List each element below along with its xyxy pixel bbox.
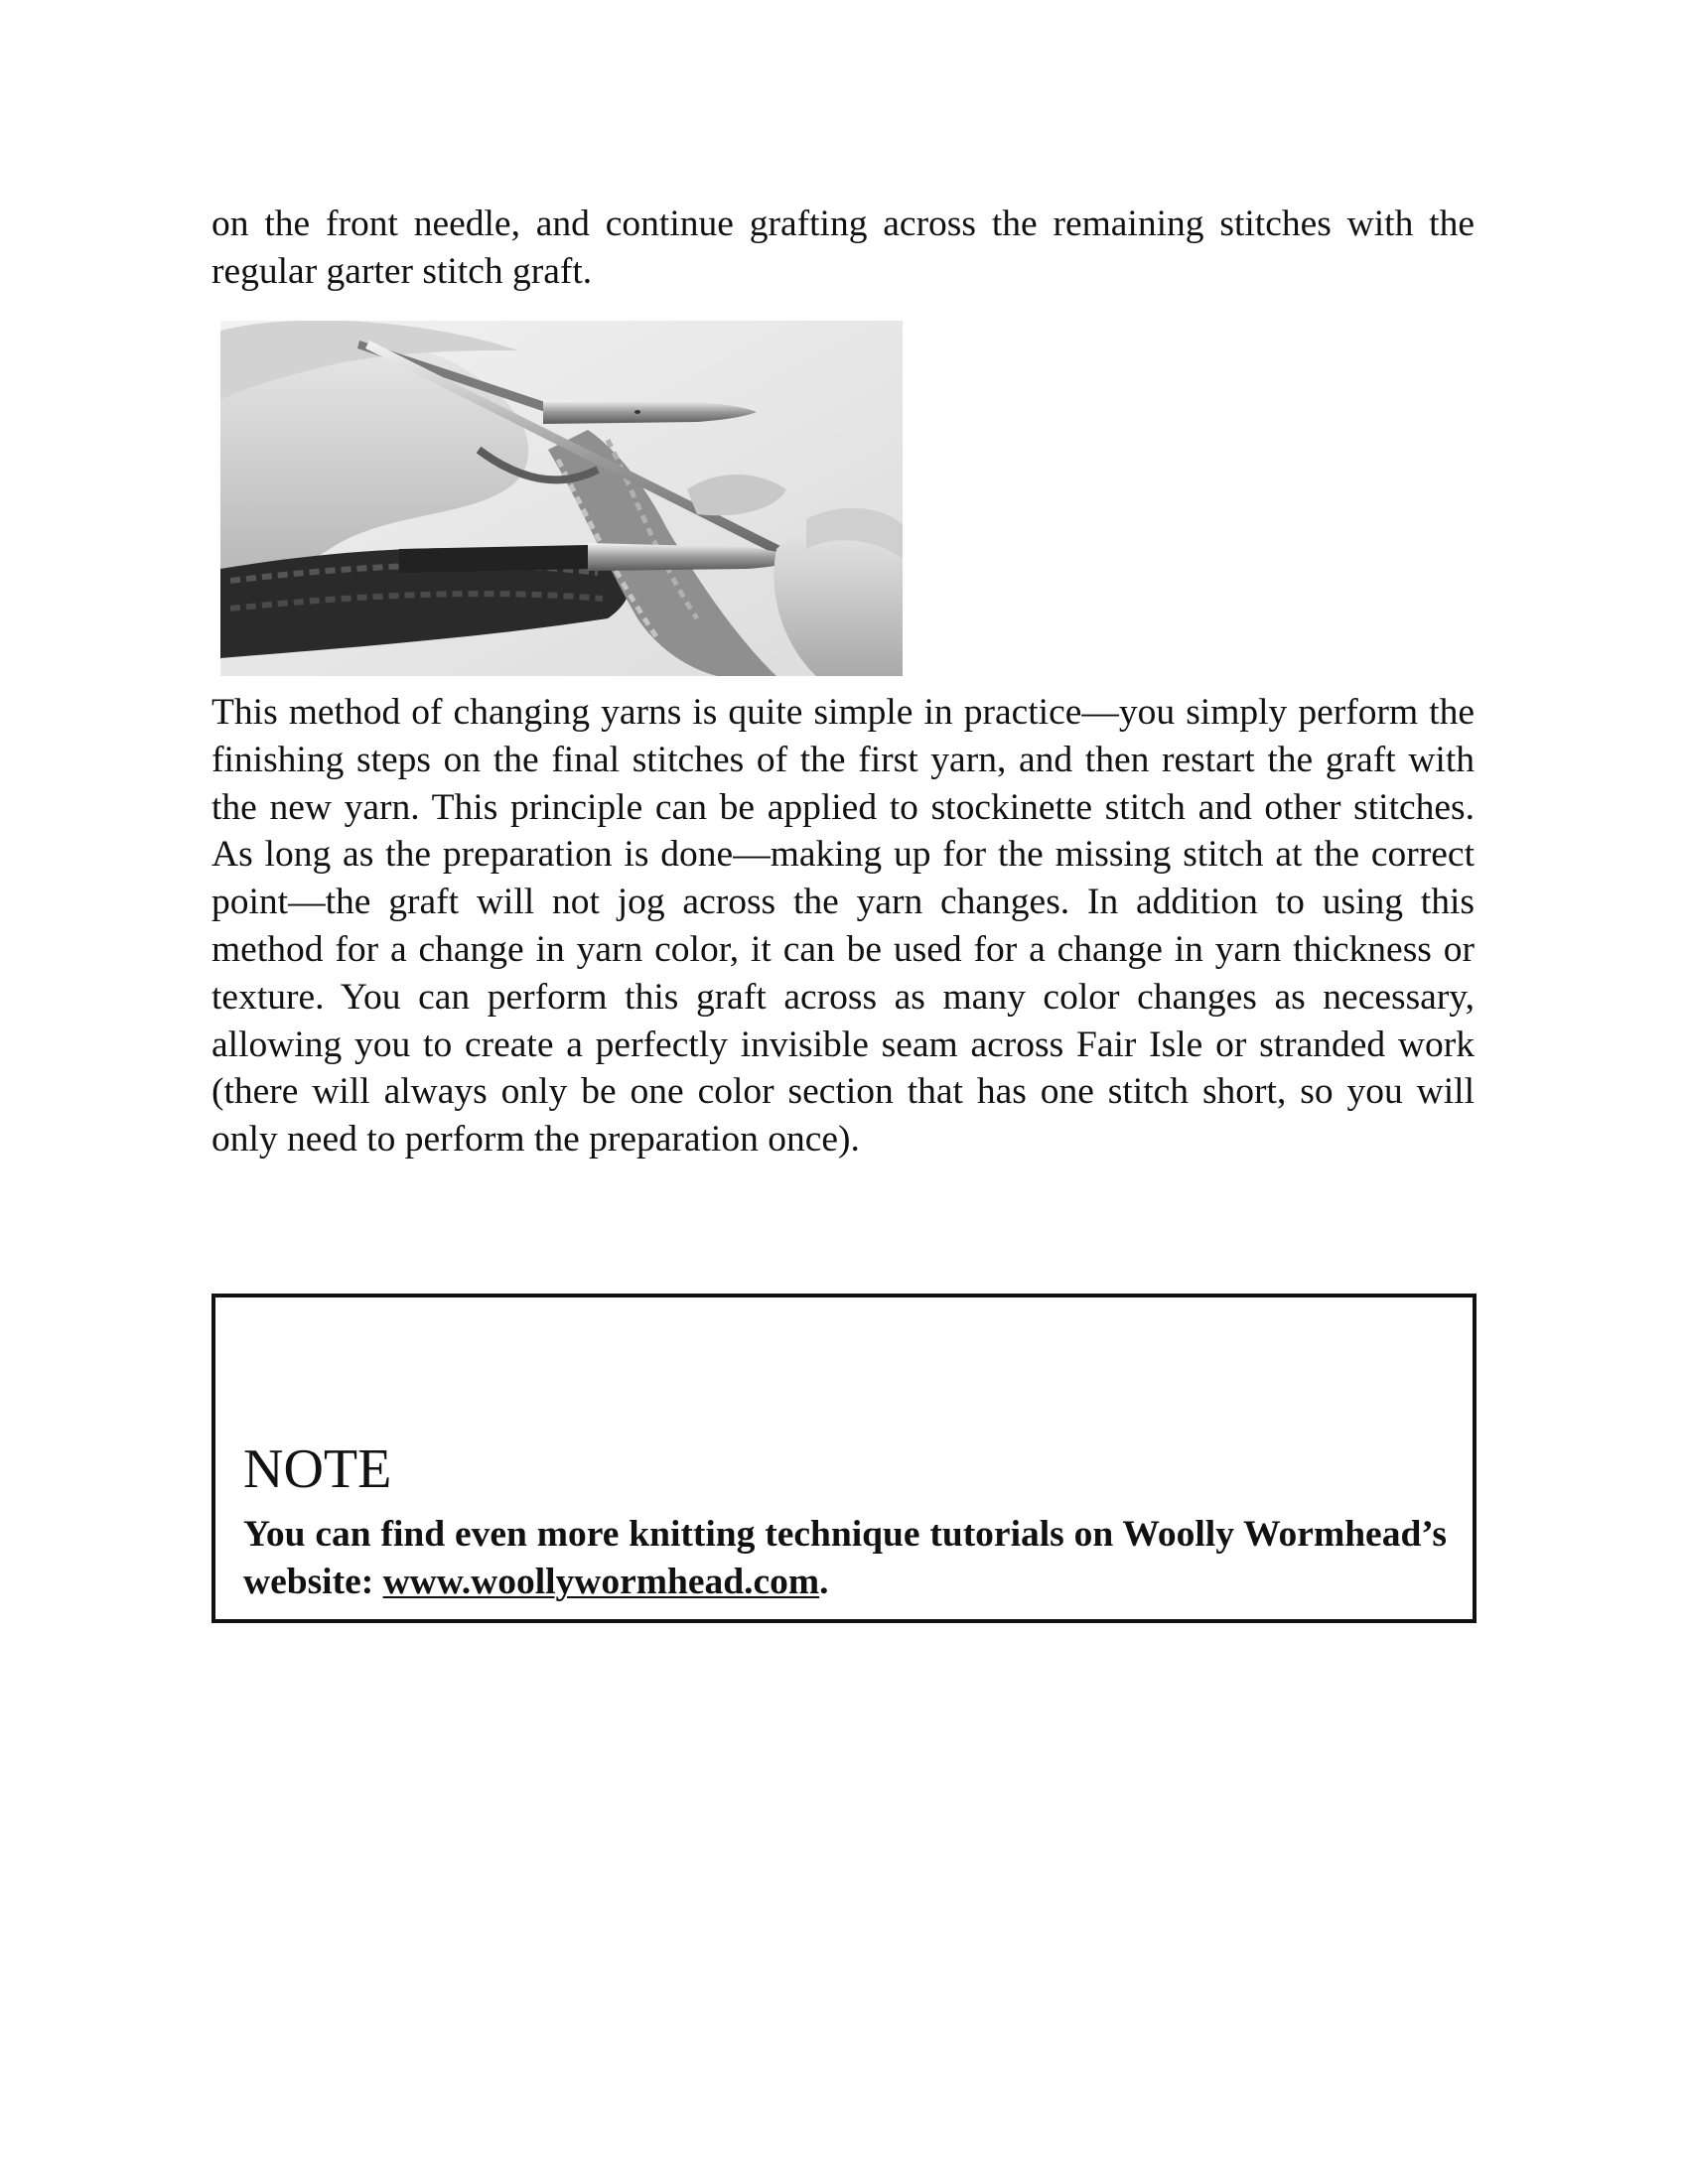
main-paragraph: This method of changing yarns is quite simple in practice—you simply perform the finishing steps on the final stitches of the first yarn, and then restart the graft with the new yarn. This principle can be applied to stockinette stitch and other stitches. As long as the preparation is done—making up for the missing stitch at the correct point—the graft will not jog across the yarn changes. In addition to using this method for a change in yarn color, it can be used for a change in yarn thickness or texture. You can perform this graft across as many color changes as necessary, allowing you to create a perfectly invisible seam across Fair Isle or stranded work (there will always only be one color section that has one stitch short, so you will only need to perform the preparation once). [211, 692, 1475, 1160]
continuation-paragraph: on the front needle, and continue grafting across the remaining stitches with the regular garter stitch graft. [211, 204, 1475, 292]
note-body-text: You can find even more knitting technique tutorials on Woolly Wormhead’s website: [243, 1514, 1447, 1602]
note-body-suffix: . [819, 1562, 829, 1602]
note-body [243, 1511, 1447, 1606]
website-link[interactable]: www.woollywormhead.com [382, 1562, 820, 1602]
knitting-grafting-photo [220, 321, 903, 676]
note-box [211, 1294, 1477, 1623]
note-title: NOTE [243, 1438, 392, 1500]
